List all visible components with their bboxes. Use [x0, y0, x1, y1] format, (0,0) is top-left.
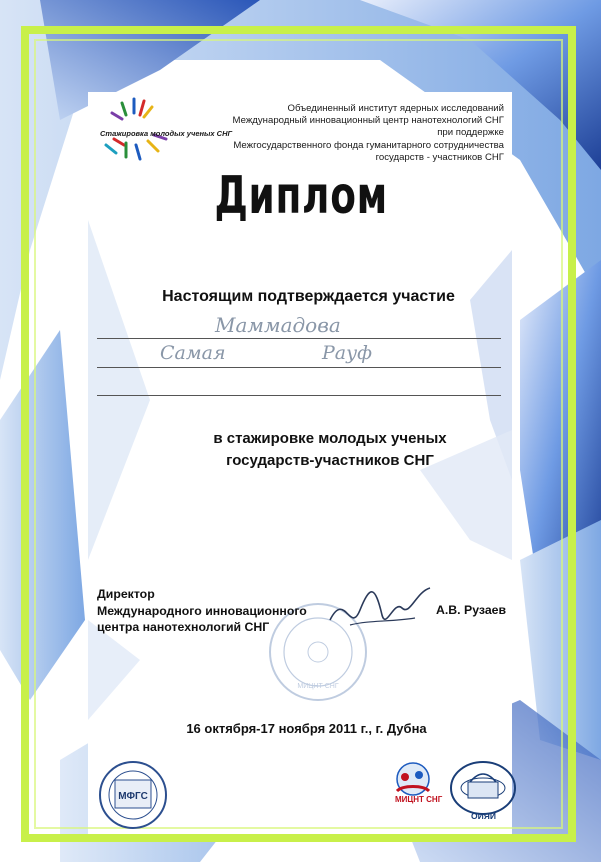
event-line-2: государств-участников СНГ — [226, 452, 434, 469]
recipient-line-2 — [97, 367, 501, 368]
diploma-title: Диплом — [214, 166, 388, 226]
svg-text:МФГС: МФГС — [118, 791, 148, 802]
date-place: 16 октября-17 ноября 2011 г., г. Дубна — [186, 721, 427, 736]
jinr-label: ОИЯИ — [471, 811, 496, 821]
event-description — [180, 428, 480, 472]
organizations-block — [232, 103, 504, 164]
logo-caption: Стажировка молодых ученых СНГ — [100, 129, 233, 138]
recipient-line-3 — [97, 395, 501, 396]
mfgs-logo — [97, 758, 169, 832]
org-line: при поддержке — [437, 127, 504, 139]
recipient-name: Самая — [160, 342, 226, 364]
confirmation-text: Настоящим подтверждается участие — [162, 288, 455, 305]
recipient-patronymic: Рауф — [322, 342, 373, 364]
director-position — [97, 586, 307, 636]
mitsnt-logo — [383, 757, 445, 819]
org-line: Межгосударственного фонда гуманитарного сотрудничества — [233, 139, 504, 151]
mitsnt-label: МИЦНТ СНГ — [395, 795, 443, 804]
director-org-line-2: центра нанотехнологий СНГ — [97, 620, 270, 634]
director-name: А.В. Рузаев — [436, 603, 507, 617]
svg-text:МИЦНТ СНГ: МИЦНТ СНГ — [297, 683, 339, 690]
director-title: Директор — [97, 587, 155, 601]
org-line: Объединенный институт ядерных исследований — [287, 103, 504, 114]
event-line-1: в стажировке молодых ученых — [213, 430, 447, 447]
org-line: государств - участников СНГ — [375, 151, 504, 163]
director-org-line-1: Международного инновационного — [97, 603, 307, 618]
handwritten-signature — [320, 580, 440, 640]
recipient-line-1 — [97, 338, 501, 339]
recipient-surname: Маммадова — [215, 313, 341, 337]
org-line: Международный инновационный центр нанотехнологий СНГ — [232, 115, 504, 127]
